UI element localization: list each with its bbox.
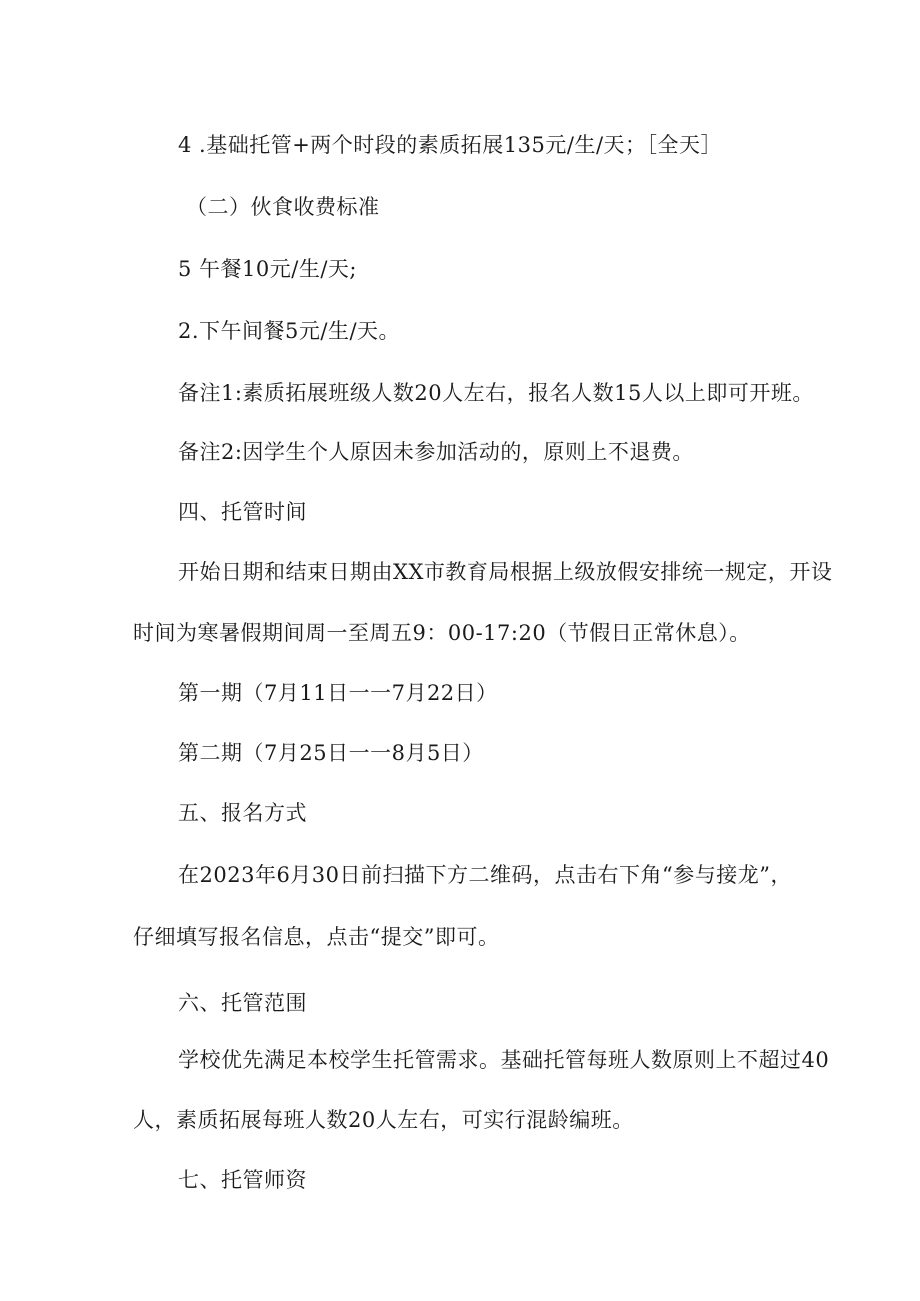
schedule-paragraph-line-2: 时间为寒暑假期间周一至周五9：00-17:20（节假日正常休息）。	[133, 621, 751, 645]
section-heading-schedule: 四、托管时间	[178, 500, 307, 524]
note-2: 备注2:因学生个人原因未参加活动的，原则上不退费。	[178, 440, 694, 464]
registration-paragraph-line-1: 在2023年6月30日前扫描下方二维码，点击右下角“参与接龙”，	[178, 863, 792, 887]
registration-paragraph-line-2: 仔细填写报名信息，点击“提交”即可。	[133, 925, 500, 949]
scope-paragraph-line-2: 人，素质拓展每班人数20人左右，可实行混龄编班。	[133, 1108, 634, 1132]
meal-fee-snack: 2.下午间餐5元/生/天。	[178, 319, 401, 343]
session-2: 第二期（7月25日一一8月5日）	[178, 741, 484, 765]
section-heading-scope: 六、托管范围	[178, 991, 307, 1015]
schedule-paragraph-line-1: 开始日期和结束日期由XX市教育局根据上级放假安排统一规定，开设	[178, 560, 833, 584]
section-heading-meal-fees: （二）伙食收费标准	[186, 195, 380, 219]
section-heading-staff: 七、托管师资	[178, 1168, 307, 1192]
session-1: 第一期（7月11日一一7月22日）	[178, 681, 498, 705]
section-heading-registration: 五、报名方式	[178, 801, 307, 825]
scope-paragraph-line-1: 学校优先满足本校学生托管需求。基础托管每班人数原则上不超过40	[178, 1048, 830, 1072]
meal-fee-lunch: 5 午餐10元/生/天;	[178, 257, 357, 281]
note-1: 备注1:素质拓展班级人数20人左右，报名人数15人以上即可开班。	[178, 381, 814, 405]
fee-item-4: 4 .基础托管+两个时段的素质拓展135元/生/天；［全天］	[178, 133, 723, 157]
